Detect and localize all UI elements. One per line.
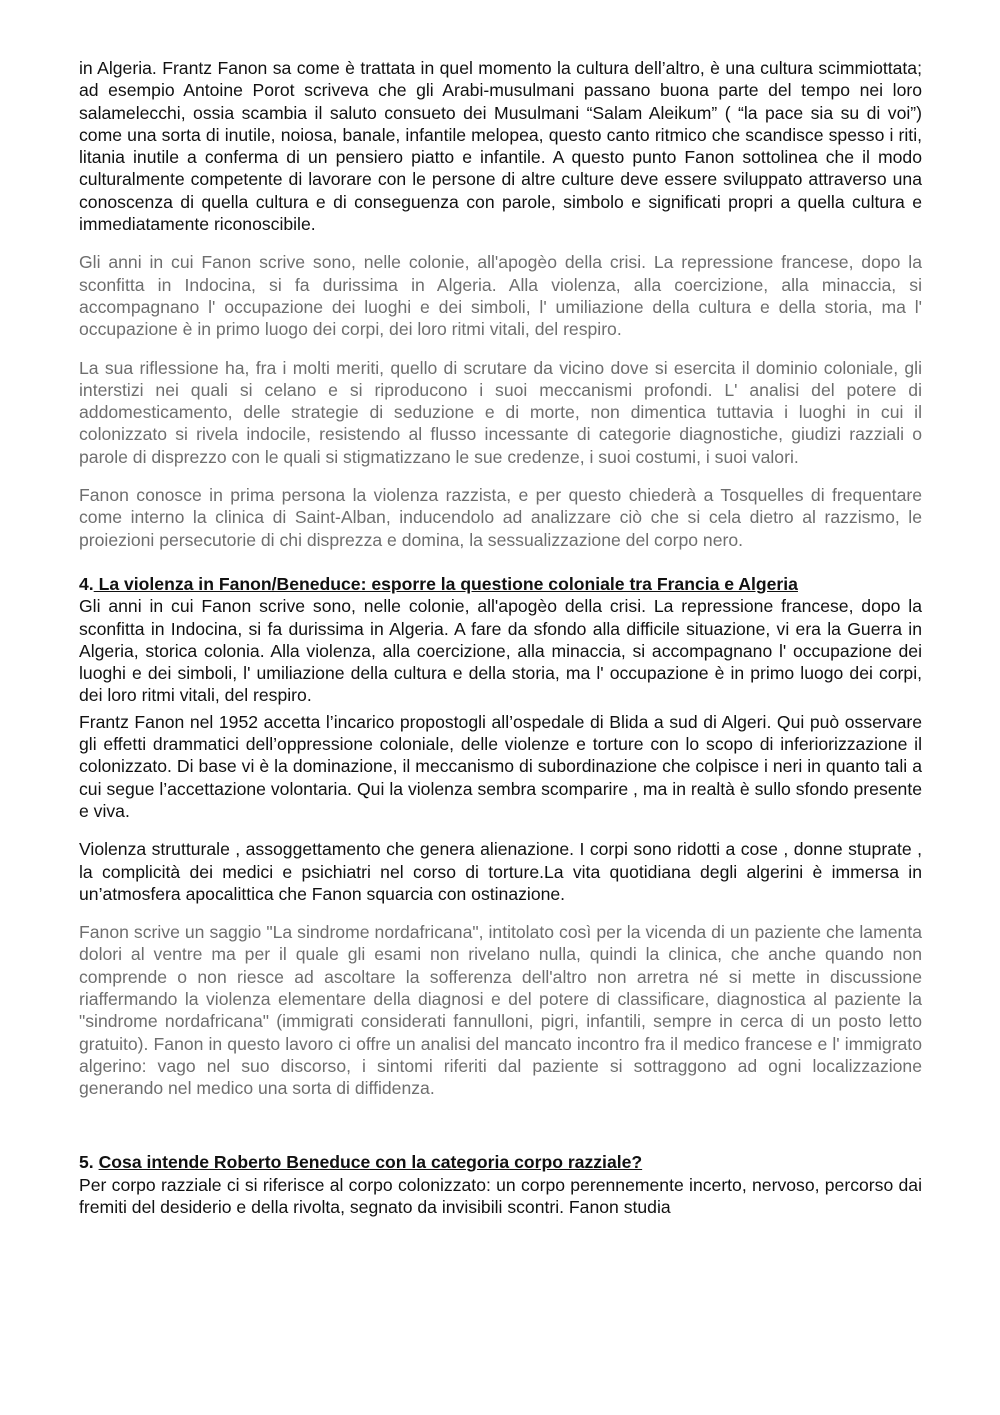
section-4-number: 4. [79, 573, 94, 594]
paragraph-porot-culture: in Algeria. Frantz Fanon sa come è trattata in quel momento la cultura dell’altro, è una cultura scimmiottata; ad esempio Antoine Porot scriveva che gli Arabi-musulmani passano buona parte del tempo nei loro salamelecchi, ossia scambia il saluto consueto dei Musulmani “Salam Aleikum” ( “la pace sia su di voi”) come una sorta di inutile, noiosa, banale, infantile melopea, questo canto ritmico che scandisce spesso i riti, litania inutile a conferma di un pensiero piatto e infantile. A questo punto Fanon sottolinea che il modo culturalmente competente di lavorare con le persone di altre culture deve essere sviluppato attraverso una conoscenza di quella cultura e di conseguenza con parole, simbolo e significati propri a quella cultura e immediatamente riconoscibile. [79, 58, 922, 235]
paragraph-gray-reflection: La sua riflessione ha, fra i molti meriti, quello di scrutare da vicino dove si esercita il dominio coloniale, gli interstizi nei quali si celano e si riproducono i suoi meccanismi profondi. L' analisi del potere di addomesticamento, delle strategie di seduzione e di morte, non dimentica tuttavia i luoghi in cui il colonizzato si rivela indocile, resistendo al flusso incessante di categorie diagnostiche, giudizi razziali o parole di disprezzo con le quali si stigmatizzano le sue credenze, i suoi costumi, i suoi valori. [79, 357, 922, 467]
section-4-title: La violenza in Fanon/Beneduce: esporre la questione coloniale tra Francia e Algeria [93, 573, 798, 594]
section-4-paragraph-nordafricana: Fanon scrive un saggio "La sindrome nordafricana", intitolato così per la vicenda di un paziente che lamenta dolori al ventre ma per il quale gli esami non rivelano nulla, quindi la clinica, che anche quando non comprende o non riesce ad ascoltare la sofferenza dell'altro non arretra né si mette in discussione riaffermando la violenza elementare della diagnosi e del potere di classificare, diagnostica al paziente la "sindrome nordafricana" (immigrati considerati fannulloni, pigri, infantili, sempre in cerca di un posto letto gratuito). Fanon in questo lavoro ci offre un analisi del mancato incontro fra il medico francese e l' immigrato algerino: vago nel suo discorso, i sintomi riferiti dal paziente si sottraggono ad ogni localizzazione generando nel medico una sorta di diffidenza. [79, 922, 922, 1099]
section-4-paragraph-blida: Frantz Fanon nel 1952 accetta l’incarico propostogli all’ospedale di Blida a sud di Algeri. Qui può osservare gli effetti drammatici dell’oppressione coloniale, delle violenze e torture con lo scopo di inferiorizzazione il colonizzato. Di base vi è la dominazione, il meccanismo di subordinazione che colpisce i neri in quanto tali a cui segue l’accettazione volontaria. Qui la violenza sembra scomparire , ma in realtà è sullo sfondo presente e viva. [79, 711, 922, 821]
section-5-paragraph-corpo-razziale: Per corpo razziale ci si riferisce al corpo colonizzato: un corpo perennemente incerto, nervoso, percorso dai fremiti del desiderio e della rivolta, segnato da invisibili scontri. Fanon studia [79, 1174, 922, 1218]
section-4-paragraph-structural-violence: Violenza strutturale , assoggettamento che genera alienazione. I corpi sono ridotti a cose , donne stuprate , la complicità dei medici e psichiatri nel corso di torture.La vita quotidiana degli algerini è immersa in un’atmosfera apocalittica che Fanon squarcia con ostinazione. [79, 839, 922, 904]
section-5-heading [79, 1151, 922, 1173]
section-5-title: Cosa intende Roberto Beneduce con la categoria corpo razziale? [98, 1152, 643, 1173]
section-4-paragraph-crisis: Gli anni in cui Fanon scrive sono, nelle colonie, all'apogèo della crisi. La repressione francese, dopo la sconfitta in Indocina, si fa durissima in Algeria. A fare da sfondo alla difficile situazione, vi era la Guerra in Algeria, storica colonia. Alla violenza, alla coercizione, alla minaccia, si accompagnano l' occupazione dei luoghi e dei simboli, l' umiliazione della cultura e della storia, ma l' occupazione è in primo luogo dei corpi, dei loro ritmi vitali, del respiro. [79, 596, 922, 706]
paragraph-gray-tosquelles: Fanon conosce in prima persona la violenza razzista, e per questo chiederà a Tosquelles di frequentare come interno la clinica di Saint-Alban, inducendolo ad analizzare ciò che si cela dietro al razzismo, le proiezioni persecutorie di chi disprezza e domina, la sessualizzazione del corpo nero. [79, 485, 922, 550]
document-page [79, 57, 922, 1218]
section-4-heading [79, 573, 922, 595]
section-5-number: 5. [79, 1152, 94, 1173]
paragraph-gray-crisis: Gli anni in cui Fanon scrive sono, nelle colonie, all'apogèo della crisi. La repressione francese, dopo la sconfitta in Indocina, si fa durissima in Algeria. Alla violenza, alla coercizione, alla minaccia, si accompagnano l' occupazione dei luoghi e dei simboli, l' umiliazione della cultura e della storia, ma l' occupazione è in primo luogo dei corpi, dei loro ritmi vitali, del respiro. [79, 252, 922, 340]
